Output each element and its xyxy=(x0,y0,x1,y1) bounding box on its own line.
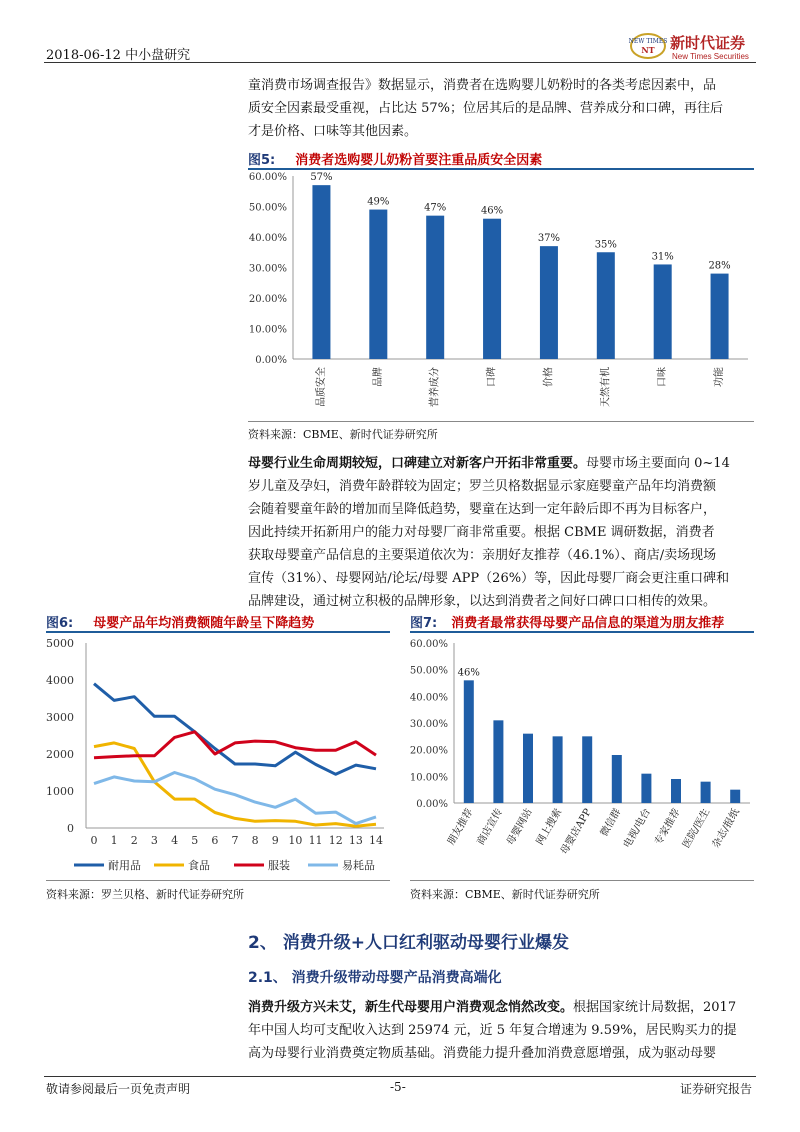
paragraph-line: 根据国家统计局数据，2017 xyxy=(573,1000,737,1015)
data-label: 28% xyxy=(708,260,731,272)
paragraph-line: 高为母婴行业消费奠定物质基础。消费能力提升叠加消费意愿增强，成为驱动母婴 xyxy=(248,1046,717,1061)
footer-report-type: 证券研究报告 xyxy=(680,1082,753,1096)
y-tick-label: 10.00% xyxy=(410,772,448,784)
y-tick-label: 30.00% xyxy=(248,263,287,275)
legend-label: 服装 xyxy=(268,859,290,872)
bar xyxy=(312,185,330,359)
paragraph-consumption-upgrade xyxy=(248,996,754,1065)
paragraph-line: 岁儿童及孕妇，消费年龄群较为固定；罗兰贝格数据显示家庭婴童产品年均消费额 xyxy=(248,479,717,494)
x-tick-label: 11 xyxy=(308,834,323,847)
y-tick-label: 60.00% xyxy=(248,172,287,183)
fig6-source: 资料来源：罗兰贝格、新时代证券研究所 xyxy=(46,888,244,901)
fig5-title-text: 消费者选购婴儿奶粉首要注重品质安全因素 xyxy=(295,153,543,168)
bar xyxy=(641,774,651,803)
data-label: 37% xyxy=(537,233,561,245)
y-tick-label: 2000 xyxy=(46,748,74,761)
x-category-label: 天然有机 xyxy=(600,367,612,407)
paragraph-line: 获取母婴童产品信息的主要渠道依次为：亲朋好友推荐（46.1%）、商店/卖场现场 xyxy=(248,548,717,563)
legend-label: 食品 xyxy=(188,859,210,872)
fig5-title xyxy=(248,149,542,168)
data-label: 31% xyxy=(651,251,674,263)
bar xyxy=(730,790,740,803)
fig7-bottom-rule xyxy=(410,880,754,881)
footer-disclaimer: 敬请参阅最后一页免责声明 xyxy=(46,1082,191,1096)
bar xyxy=(597,252,615,359)
x-category-label: 专家推荐 xyxy=(653,807,683,848)
y-tick-label: 40.00% xyxy=(410,692,448,704)
intro-paragraph xyxy=(248,74,754,143)
fig6-title xyxy=(46,612,314,631)
bar xyxy=(464,680,474,803)
y-tick-label: 0 xyxy=(67,822,74,835)
x-tick-label: 3 xyxy=(150,834,158,847)
y-tick-label: 50.00% xyxy=(248,202,287,214)
x-tick-label: 5 xyxy=(191,834,199,847)
y-tick-label: 4000 xyxy=(46,674,74,687)
legend-label: 耐用品 xyxy=(108,859,141,872)
bar xyxy=(582,736,592,803)
y-tick-label: 20.00% xyxy=(248,294,287,305)
fig5-bottom-rule xyxy=(248,421,754,422)
paragraph-lifecycle xyxy=(248,452,754,613)
section-heading: 2、 消费升级+人口红利驱动母婴行业爆发 xyxy=(248,933,569,953)
header-date-section: 2018-06-12 中小盘研究 xyxy=(46,48,191,63)
y-tick-label: 50.00% xyxy=(410,665,448,677)
fig7-title xyxy=(410,612,724,631)
paragraph-upgrade-bold: 消费升级方兴未艾，新生代母婴用户消费观念悄然改变。 xyxy=(248,1000,574,1015)
intro-line: 才是价格、口味等其他因素。 xyxy=(248,124,418,139)
x-tick-label: 2 xyxy=(130,834,138,847)
x-category-label: 母婴店APP xyxy=(558,807,594,857)
x-tick-label: 0 xyxy=(90,834,98,847)
x-tick-label: 1 xyxy=(110,834,118,847)
series-line xyxy=(94,773,376,824)
fig7-bar-chart xyxy=(410,633,754,878)
y-tick-label: 1000 xyxy=(46,785,74,798)
y-tick-label: 10.00% xyxy=(248,324,287,336)
x-category-label: 品质安全 xyxy=(315,367,327,407)
header-divider xyxy=(44,62,756,63)
y-tick-label: 5000 xyxy=(46,637,74,650)
fig6-label: 图6: xyxy=(46,616,74,631)
x-tick-label: 12 xyxy=(328,834,343,847)
paragraph-lifecycle-bold: 母婴行业生命周期较短，口碑建立对新客户开拓非常重要。 xyxy=(248,456,587,471)
y-tick-label: 30.00% xyxy=(410,719,448,730)
intro-line: 质安全因素最受重视，占比达 57%；位居其后的是品牌、营养成分和口碑，再往后 xyxy=(248,101,724,116)
x-category-label: 网上搜索 xyxy=(534,807,565,848)
company-logo-icon xyxy=(628,30,668,62)
fig5-source: 资料来源：CBME、新时代证券研究所 xyxy=(248,428,438,441)
x-category-label: 杂志/报纸 xyxy=(710,807,742,851)
y-tick-label: 20.00% xyxy=(410,745,448,757)
y-tick-label: 60.00% xyxy=(410,639,448,650)
paragraph-line: 会随着婴童年龄的增加而呈降低趋势，婴童在达到一定年龄后即不再为目标客户， xyxy=(248,502,717,517)
x-category-label: 微信群 xyxy=(598,807,624,839)
bar xyxy=(426,216,444,359)
y-tick-label: 3000 xyxy=(46,711,74,724)
x-tick-label: 4 xyxy=(171,834,179,847)
fig6-title-text: 母婴产品年均消费额随年龄呈下降趋势 xyxy=(93,616,315,631)
fig6-line-chart xyxy=(46,633,390,878)
paragraph-line: 因此持续开拓新用户的能力对母婴厂商非常重要。根据 CBME 调研数据，消费者 xyxy=(248,525,715,540)
x-category-label: 价格 xyxy=(543,367,555,387)
bar xyxy=(711,274,729,359)
x-tick-label: 14 xyxy=(369,834,383,847)
x-tick-label: 10 xyxy=(288,834,303,847)
y-tick-label: 40.00% xyxy=(248,233,287,244)
x-category-label: 朋友推荐 xyxy=(445,807,476,848)
x-tick-label: 7 xyxy=(231,834,239,847)
paragraph-line: 年中国人均可支配收入达到 25974 元，近 5 年复合增速为 9.59%，居民购买力的提 xyxy=(248,1023,737,1038)
logo-chinese-name: 新时代证券 xyxy=(670,34,746,52)
fig5-label: 图5: xyxy=(248,153,276,168)
fig7-title-text: 消费者最常获得母婴产品信息的渠道为朋友推荐 xyxy=(451,616,725,631)
logo-english-name: New Times Securities xyxy=(672,52,749,61)
fig6-bottom-rule xyxy=(46,880,390,881)
x-category-label: 营养成分 xyxy=(429,367,441,407)
bar xyxy=(493,720,503,803)
bar xyxy=(483,219,501,359)
data-label: 46% xyxy=(457,667,480,679)
y-tick-label: 0.00% xyxy=(255,355,287,366)
data-label: 35% xyxy=(594,239,617,251)
paragraph-line: 品牌建设，通过树立积极的品牌形象，以达到消费者之间好口碑口口相传的效果。 xyxy=(248,594,717,609)
bar xyxy=(612,755,622,803)
paragraph-line: 宣传（31%）、母婴网站/论坛/母婴 APP（26%）等，因此母婴厂商会更注重口碑和 xyxy=(248,571,730,586)
x-category-label: 母婴网站 xyxy=(505,807,535,848)
x-tick-label: 8 xyxy=(251,834,259,847)
series-line xyxy=(94,684,376,775)
y-tick-label: 0.00% xyxy=(416,799,448,810)
bar xyxy=(523,734,533,803)
svg-text:NEW TIMES: NEW TIMES xyxy=(628,38,668,45)
bar xyxy=(553,736,563,803)
bar xyxy=(369,210,387,359)
legend-label: 易耗品 xyxy=(342,859,375,872)
x-category-label: 医院/医生 xyxy=(680,807,713,851)
data-label: 46% xyxy=(480,205,504,217)
x-tick-label: 13 xyxy=(348,834,363,847)
subsection-heading: 2.1、 消费升级带动母婴产品消费高端化 xyxy=(248,970,502,986)
bar xyxy=(540,246,558,359)
svg-text:NT: NT xyxy=(641,45,655,55)
x-tick-label: 6 xyxy=(211,834,219,847)
x-category-label: 口味 xyxy=(657,367,669,387)
paragraph-line: 母婴市场主要面向 0~14 xyxy=(586,456,730,471)
data-label: 47% xyxy=(424,202,447,214)
data-label: 49% xyxy=(367,196,390,208)
bar xyxy=(671,779,681,803)
x-tick-label: 9 xyxy=(271,834,279,847)
x-category-label: 品牌 xyxy=(372,367,384,387)
data-label: 57% xyxy=(310,172,333,184)
footer-divider xyxy=(44,1076,756,1077)
x-category-label: 电视/电台 xyxy=(621,807,653,851)
x-category-label: 口碑 xyxy=(486,367,498,387)
bar xyxy=(701,782,711,803)
x-category-label: 商店宣传 xyxy=(475,807,505,848)
fig5-bar-chart xyxy=(248,170,754,420)
footer-page-number: -5- xyxy=(390,1080,406,1094)
x-category-label: 功能 xyxy=(714,367,726,387)
intro-line: 童消费市场调查报告》数据显示，消费者在选购婴儿奶粉时的各类考虑因素中，品 xyxy=(248,78,717,93)
fig7-source: 资料来源：CBME、新时代证券研究所 xyxy=(410,888,600,901)
bar xyxy=(654,264,672,359)
fig7-label: 图7: xyxy=(410,616,438,631)
